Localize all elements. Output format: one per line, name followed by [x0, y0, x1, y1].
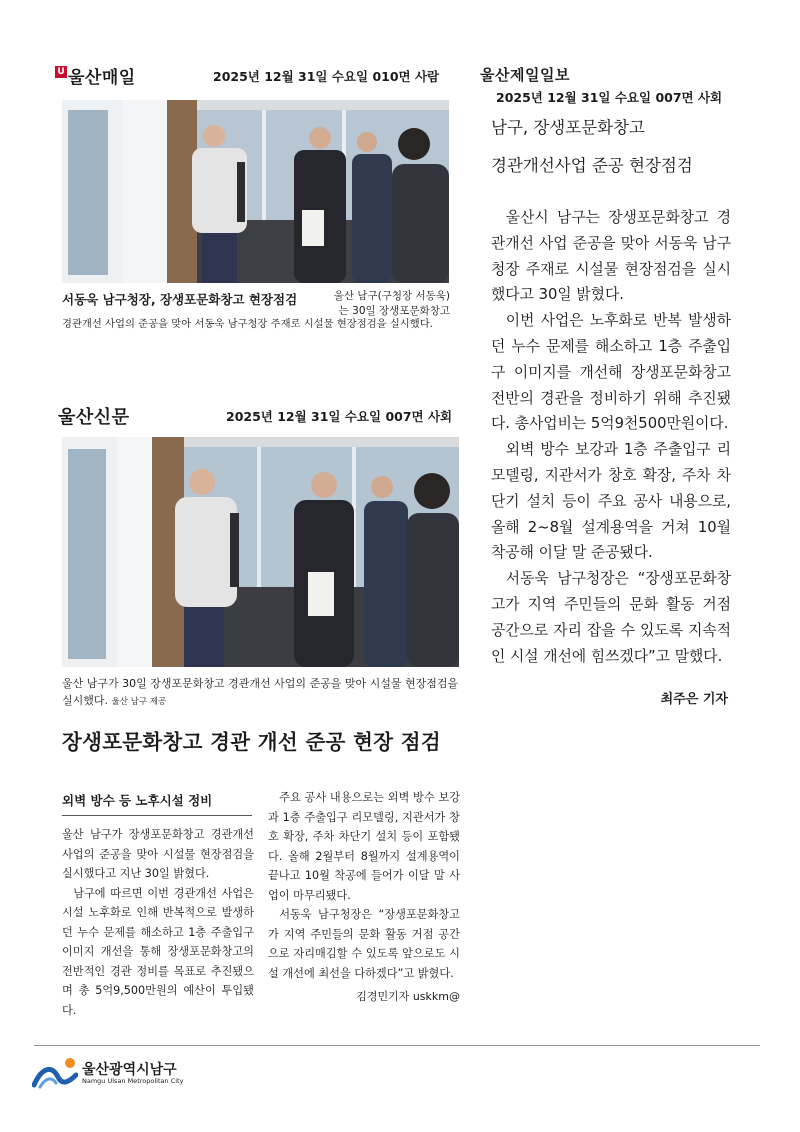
footer-logo-name: 울산광역시남구	[82, 1062, 177, 1078]
jeil-paragraph: 울산시 남구는 장생포문화창고 경관개선 사업 준공을 맞아 서동욱 남구청장 주재로 시설물 현장점검을 실시했다고 30일 밝혔다.	[491, 209, 731, 304]
dateline-ulsan-jeil: 2025년 12월 31일 수요일 007면 사회	[496, 90, 723, 105]
col2-paragraph: 서동욱 남구청장은 “장생포문화창고가 지역 주민들의 문화 활동 거점 공간으로 자리매김할 수 있도록 앞으로도 시설 개선에 최선을 다하겠다”고 밝혔다.	[268, 908, 460, 980]
footer-rule	[34, 1045, 760, 1046]
ulsan-maeil-logo-mark: U	[55, 66, 67, 78]
dateline-ulsan-sinmun: 2025년 12월 31일 수요일 007면 사회	[226, 409, 453, 424]
footer-logo	[32, 1055, 232, 1091]
caption-body-1: 경관개선 사업의 준공을 맞아 서동욱 남구청장 주재로 시설물 현장점검을 실시했다.	[62, 318, 433, 330]
byline-ulsan-jeil: 최주은 기자	[660, 692, 728, 707]
caption-2-credit: 울산 남구 제공	[111, 697, 167, 707]
namgu-wave-icon	[32, 1057, 78, 1089]
byline-ulsan-sinmun: 김경민기자 uskkm@	[356, 990, 460, 1003]
jeil-paragraph: 서동욱 남구청장은 “장생포문화창고가 지역 주민들의 문화 활동 거점 공간으로 자리 잡을 수 있도록 지속적인 시설 개선에 힘쓰겠다”고 말했다.	[491, 570, 731, 665]
footer-logo-subtitle: Namgu Ulsan Metropolitan City	[82, 1077, 184, 1085]
photo-inspection-1	[62, 100, 449, 283]
inspection-photo-illustration-2	[62, 437, 459, 667]
caption-2-text: 울산 남구가 30일 장생포문화창고 경관개선 사업의 준공을 맞아 시설물 현장점검을 실시했다.	[62, 677, 459, 707]
clip-ulsan-maeil	[0, 0, 460, 340]
inspection-photo-illustration	[62, 100, 449, 283]
headline-ulsan-jeil-line2: 경관개선사업 준공 현장점검	[491, 156, 693, 175]
photo-inspection-2	[62, 437, 459, 667]
col2-paragraph: 주요 공사 내용으로는 외벽 방수 보강과 1층 주출입구 리모델링, 지관서가 창호 확장, 주차 차단기 설치 등이 포함됐다. 올해 2월부터 8월까지 설계용역이 끝나고 10월 착공에 들어가 이달 말 사업이 마무리됐다.	[268, 791, 460, 902]
masthead-ulsan-jeil: 울산제일일보	[480, 66, 570, 84]
dateline-ulsan-maeil: 2025년 12월 31일 수요일 010면 사람	[213, 69, 440, 84]
jeil-paragraph: 이번 사업은 노후화로 반복 발생하던 누수 문제를 해소하고 1층 주출입구 이미지를 개선해 장생포문화창고 전반의 경관을 정비하기 위해 추진됐다. 총사업비는 5억9천500만원이다.	[491, 312, 731, 433]
article-ulsan-jeil	[491, 205, 731, 669]
subhead-rule	[62, 815, 252, 816]
caption-title-1: 서동욱 남구청장, 장생포문화창고 현장점검	[62, 292, 298, 307]
article-column-2	[268, 788, 460, 983]
col1-paragraph: 남구에 따르면 이번 경관개선 사업은 시설 노후화로 인해 반복적으로 발생하던 누수 문제를 해소하고 1층 주출입구 이미지 개선을 통해 장생포문화창고의 전반적인 경관 정비를 목표로 추진됐으며 총 5억9,500만원의 예산이 투입됐다.	[62, 886, 254, 1017]
article-column-1	[62, 825, 254, 1020]
headline-ulsan-sinmun: 장생포문화창고 경관 개선 준공 현장 점검	[62, 730, 441, 754]
caption-side-1: 울산 남구(구청장 서동욱)는 30일 장생포문화창고	[333, 290, 450, 317]
col1-paragraph: 울산 남구가 장생포문화창고 경관개선 사업의 준공을 맞아 시설물 현장점검을 실시했다고 지난 30일 밝혔다.	[62, 828, 254, 880]
clip-ulsan-jeil	[475, 0, 800, 720]
headline-ulsan-jeil-line1: 남구, 장생포문화창고	[491, 118, 645, 137]
masthead-ulsan-sinmun: 울산신문	[58, 407, 130, 428]
clip-ulsan-sinmun	[0, 395, 470, 1017]
subhead-ulsan-sinmun: 외벽 방수 등 노후시설 정비	[62, 793, 213, 808]
masthead-ulsan-maeil: 울산매일	[68, 68, 136, 88]
jeil-paragraph: 외벽 방수 보강과 1층 주출입구 리모델링, 지관서가 창호 확장, 주차 차단기 설치 등이 주요 공사 내용으로, 올해 2~8월 설계용역을 거쳐 10월 착공해 이달 말 준공됐다.	[491, 441, 731, 562]
caption-2	[62, 675, 462, 711]
